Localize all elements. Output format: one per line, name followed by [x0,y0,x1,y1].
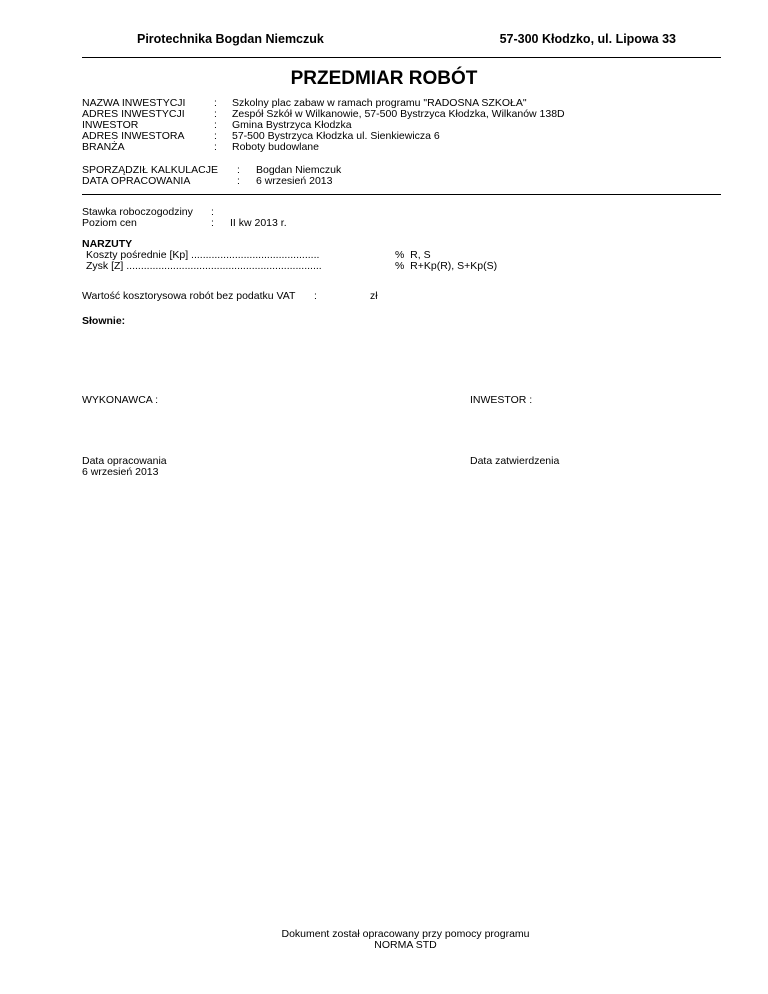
slownie-label: Słownie: [82,315,126,327]
project-label-0: NAZWA INWESTYCJI [82,97,186,109]
project-label-1: ADRES INWESTYCJI [82,108,185,120]
narzuty-label-0: Koszty pośrednie [Kp] ............................................ [86,249,320,261]
date-prepared-label: Data opracowania [82,455,167,467]
investor-label: INWESTOR : [470,394,533,406]
value-label: Wartość kosztorysowa robót bez podatku VAT [82,290,296,302]
colon: : [214,130,217,142]
project-value-3: 57-500 Bystrzyca Kłodzka ul. Sienkiewicza 6 [232,130,440,142]
project-value-4: Roboty budowlane [232,141,319,153]
project-label-4: BRANŻA [82,141,125,153]
project-value-0: Szkolny plac zabaw w ramach programu "RADOSNA SZKOŁA" [232,97,527,109]
prepared-value-0: Bogdan Niemczuk [256,164,342,176]
header-rule [82,57,721,58]
rate-label-0: Stawka roboczogodziny [82,206,193,218]
rate-label-1: Poziom cen [82,217,137,229]
narzuty-suffix-0: % R, S [395,249,431,261]
colon: : [214,97,217,109]
contractor-label: WYKONAWCA : [82,394,159,406]
narzuty-heading: NARZUTY [82,238,133,250]
colon: : [211,206,214,218]
company-name: Pirotechnika Bogdan Niemczuk [137,32,324,46]
narzuty-label-1: Zysk [Z] ................................................................... [86,260,322,272]
colon: : [214,119,217,131]
value-unit: zł [370,290,378,302]
colon: : [214,141,217,153]
footer-line-2: NORMA STD [374,939,437,951]
page-title: PRZEDMIAR ROBÓT [290,68,478,89]
company-address: 57-300 Kłodzko, ul. Lipowa 33 [499,32,676,46]
project-value-1: Zespół Szkół w Wilkanowie, 57-500 Bystrzyca Kłodzka, Wilkanów 138D [232,108,565,120]
footer-line-1: Dokument został opracowany przy pomocy programu [281,928,530,940]
project-value-2: Gmina Bystrzyca Kłodzka [232,119,352,131]
colon: : [237,175,240,187]
colon: : [214,108,217,120]
date-prepared-value: 6 wrzesień 2013 [82,466,159,478]
prepared-label-0: SPORZĄDZIŁ KALKULACJE [82,164,218,176]
narzuty-suffix-1: % R+Kp(R), S+Kp(S) [395,260,498,272]
rate-value-1: II kw 2013 r. [230,217,287,229]
project-label-3: ADRES INWESTORA [82,130,185,142]
prepared-label-1: DATA OPRACOWANIA [82,175,191,187]
colon: : [237,164,240,176]
colon: : [211,217,214,229]
section-rule [82,194,721,195]
prepared-value-1: 6 wrzesień 2013 [256,175,333,187]
date-approved-label: Data zatwierdzenia [470,455,560,467]
project-label-2: INWESTOR [82,119,139,131]
value-colon: : [314,290,317,302]
